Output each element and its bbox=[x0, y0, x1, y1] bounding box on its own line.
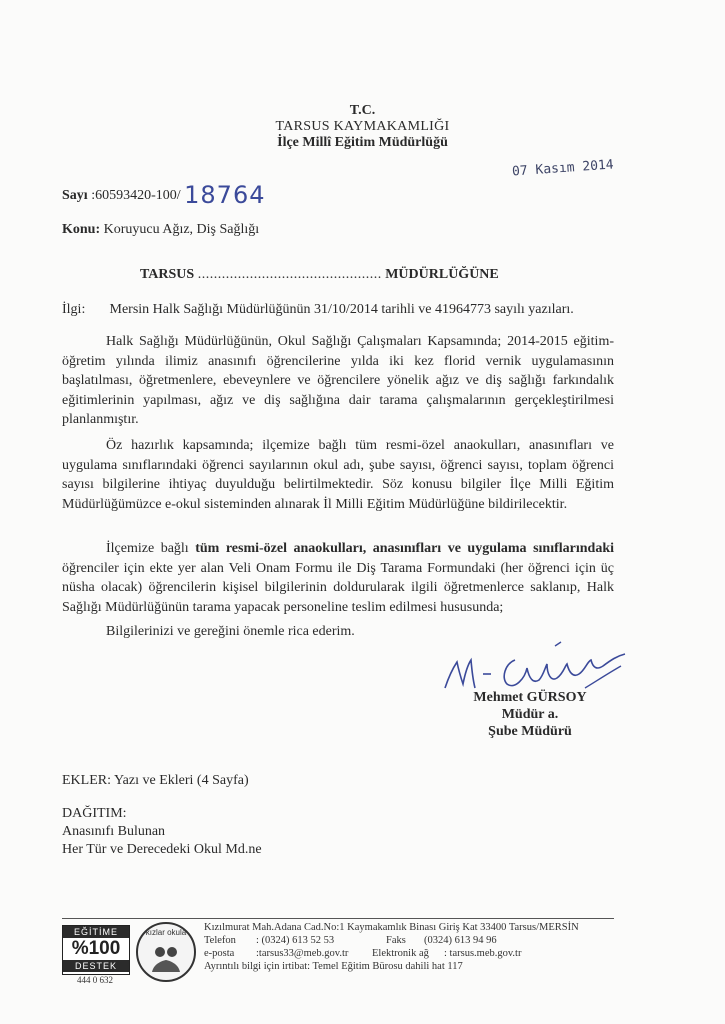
addressee-right: MÜDÜRLÜĞÜNE bbox=[385, 267, 499, 282]
paragraph-1-text: Halk Sağlığı Müdürlüğünün, Okul Sağlığı Çalışmaları Kapsamında; 2014-2015 eğitim-öğretim yılında ilimiz anasınıfı öğrencilerine yılda iki kez florid vernik uygulamasının başlatılması, öğretmenlere, ebeveynlere ve öğrencilere yönelik ağız ve diş sağlığı farkındalık eğitimlerinin yapılması, ağız ve diş sağlığına dair tarama çalışmalarının gerçekleştirilmesi planlanmıştır. bbox=[62, 334, 614, 427]
children-icon bbox=[138, 924, 194, 980]
dagitim-line-2: Her Tür ve Derecedeki Okul Md.ne bbox=[62, 842, 262, 857]
header-kaymakamlik: TARSUS KAYMAKAMLIĞI bbox=[275, 119, 450, 134]
ilgi-value: Mersin Halk Sağlığı Müdürlüğünün 31/10/2014 tarihli ve 41964773 sayılı yazıları. bbox=[109, 302, 574, 317]
kizlar-okula-logo bbox=[136, 922, 196, 982]
elektronik-value[interactable]: : tarsus.meb.gov.tr bbox=[444, 948, 522, 959]
header-mudurluk: İlçe Millî Eğitim Müdürlüğü bbox=[277, 135, 448, 150]
logo-top-text: EĞİTİME bbox=[63, 926, 129, 938]
paragraph-2-text: Öz hazırlık kapsamında; ilçemize bağlı tüm resmi-özel anaokulları, anasınıfları ve uygulama sınıflarındaki öğrenci sayılarının okul adı, şube sayısı, öğrenci sayısı, toplam öğrenci sayısı bilgilerine ihtiyaç duyulduğu belirtilmektedir. Söz konusu bilgiler İlçe Milli Eğitim Müdürlüğümüzce e-okul sisteminden alınarak İl Milli Eğitim Müdürlüğüne bildirilecektir. bbox=[62, 438, 614, 512]
konu-line bbox=[62, 220, 259, 239]
sayi-value: :60593420-100/ bbox=[91, 188, 181, 203]
egitime-destek-logo bbox=[62, 925, 130, 975]
sayi-line bbox=[62, 181, 266, 209]
footer-eposta-line bbox=[204, 948, 521, 961]
faks-label: Faks bbox=[386, 935, 406, 946]
sayi-label: Sayı bbox=[62, 188, 88, 203]
konu-label: Konu: bbox=[62, 222, 101, 237]
eposta-label: e-posta bbox=[204, 948, 235, 959]
footer-divider bbox=[62, 918, 614, 919]
addressee-line bbox=[140, 265, 499, 284]
logo-phone: 444 0 632 bbox=[77, 975, 113, 985]
telefon-value: : (0324) 613 52 53 bbox=[256, 935, 335, 946]
addressee-dots: .............................................. bbox=[197, 267, 382, 282]
sayi-handwritten-number: 18764 bbox=[184, 181, 266, 209]
addressee-left: TARSUS bbox=[140, 267, 195, 282]
footer-telefon-line bbox=[204, 935, 497, 948]
received-date-stamp: 07 Kasım 2014 bbox=[511, 157, 615, 180]
eposta-value[interactable]: :tarsus33@meb.gov.tr bbox=[256, 948, 349, 959]
telefon-label: Telefon bbox=[204, 935, 236, 946]
signer-title-1: Müdür a. bbox=[501, 707, 559, 722]
footer-info: Ayrıntılı bilgi için irtibat: Temel Eğitim Bürosu dahili hat 117 bbox=[204, 961, 463, 972]
konu-value: Koruyucu Ağız, Diş Sağlığı bbox=[103, 222, 260, 237]
dagitim-line-1: Anasınıfı Bulunan bbox=[62, 824, 166, 839]
paragraph-1 bbox=[62, 332, 614, 430]
round-logo-text: kızlar okula bbox=[145, 928, 187, 937]
logo-bottom-text: DESTEK bbox=[63, 960, 129, 972]
faks-value: (0324) 613 94 96 bbox=[424, 935, 497, 946]
paragraph-3-bold: tüm resmi-özel anaokulları, anasınıfları ve uygulama sınıflarındaki bbox=[195, 541, 614, 556]
paragraph-3-pre: İlçemize bağlı bbox=[106, 541, 196, 556]
signer-name: Mehmet GÜRSOY bbox=[473, 690, 587, 705]
elektronik-label: Elektronik ağ bbox=[372, 948, 429, 959]
dagitim-label: DAĞITIM: bbox=[62, 806, 127, 821]
paragraph-4-text: Bilgilerinizi ve gereğini önemle rica ederim. bbox=[106, 624, 355, 639]
paragraph-2 bbox=[62, 436, 614, 514]
paragraph-3-post: öğrenciler için ekte yer alan Veli Onam Formu ile Diş Tarama Formundaki (her öğrenci için üç nüsha olacak) öğrencilerin kişisel bilgilerinin doldurularak ilgili öğretmenlerce saklanıp, Halk Sağlığı Müdürlüğünün tarama yapacak personeline teslim edilmesi hususunda; bbox=[62, 560, 614, 615]
ilgi-label: İlgi: bbox=[62, 302, 86, 317]
paragraph-3 bbox=[62, 539, 614, 617]
logo-mid-text: %100 bbox=[71, 938, 121, 959]
footer-address: Kızılmurat Mah.Adana Cad.No:1 Kaymakamlık Binası Giriş Kat 33400 Tarsus/MERSİN bbox=[204, 922, 579, 933]
signer-title-2: Şube Müdürü bbox=[488, 724, 572, 739]
header-tc: T.C. bbox=[349, 103, 376, 118]
ilgi-line bbox=[62, 300, 622, 319]
ekler-line: EKLER: Yazı ve Ekleri (4 Sayfa) bbox=[62, 773, 249, 788]
